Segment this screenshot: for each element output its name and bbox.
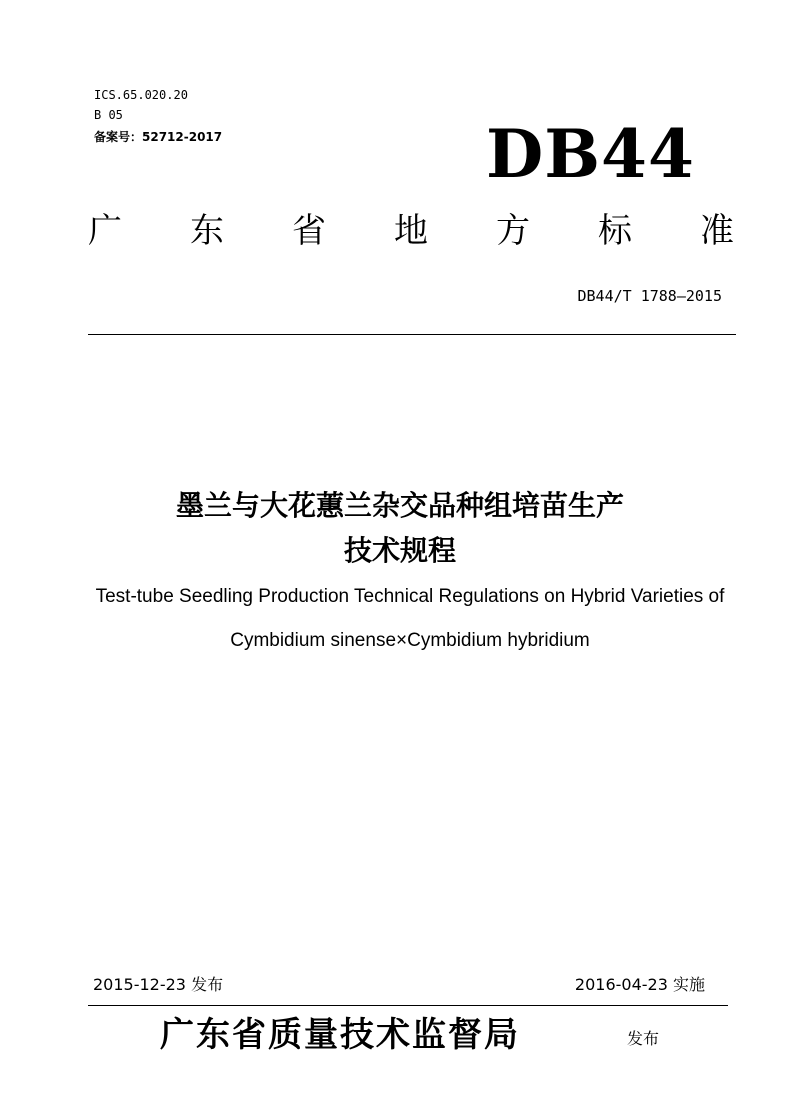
standard-type-char: 准 [700,211,734,251]
ccs-code: B 05 [94,108,123,122]
bottom-divider [88,1005,728,1006]
standard-type-char: 标 [598,211,632,251]
implementation-date: 2016-04-23 实施 [574,975,705,994]
db44-logo: DB44 [486,115,695,193]
issuer-suffix: 发布 [627,1029,660,1048]
standard-type-char: 方 [496,211,530,251]
standard-type-char: 地 [394,211,428,251]
filing-number: 备案号：52712-2017 [94,130,223,144]
standard-type-char: 省 [292,211,326,251]
title-cn-line2: 技术规程 [343,534,456,567]
standard-type-char: 广 [88,211,122,251]
issuing-authority: 广东省质量技术监督局 [160,1015,520,1055]
top-divider [88,334,736,335]
standard-type-title [88,208,734,254]
standard-code: DB44/T 1788—2015 [577,287,722,305]
ics-code: ICS.65.020.20 [94,88,188,102]
title-cn-line1: 墨兰与大花蕙兰杂交品种组培苗生产 [175,489,624,522]
title-en-line1: Test-tube Seedling Production Technical Regulations on Hybrid Varieties of [95,586,725,607]
standard-type-char: 东 [190,211,224,251]
title-en-line2: Cymbidium sinense×Cymbidium hybridium [230,630,590,651]
issue-date: 2015-12-23 发布 [93,975,224,994]
